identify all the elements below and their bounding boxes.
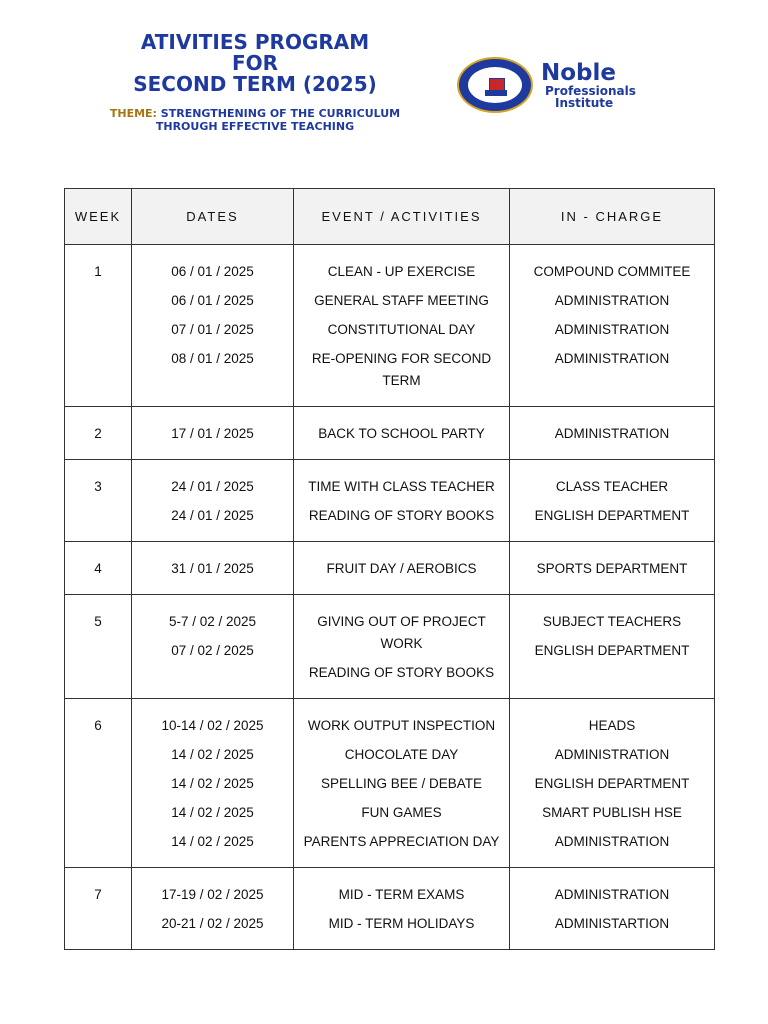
week-number: 4 bbox=[94, 561, 102, 576]
incharge-cell bbox=[510, 245, 715, 407]
incharge-entry: ADMINISTRATION bbox=[554, 426, 670, 441]
date-entry: 06 / 01 / 2025 bbox=[171, 264, 254, 279]
event-cell bbox=[294, 868, 510, 950]
theme-text bbox=[100, 107, 410, 133]
incharge-entry: HEADS bbox=[588, 718, 636, 733]
event-entry: PARENTS APPRECIATION DAY bbox=[303, 834, 500, 849]
date-entry: 08 / 01 / 2025 bbox=[171, 351, 254, 366]
institute-logo bbox=[457, 57, 687, 117]
theme-label: THEME: bbox=[109, 107, 157, 120]
event-entry: MID - TERM EXAMS bbox=[338, 887, 465, 902]
date-cell bbox=[132, 407, 294, 460]
header-events: EVENT / ACTIVITIES bbox=[294, 189, 510, 245]
week-cell bbox=[65, 245, 132, 407]
brand-sub-1: Professionals bbox=[545, 84, 636, 98]
event-entry: CLEAN - UP EXERCISE bbox=[327, 264, 476, 279]
week-number: 1 bbox=[94, 264, 102, 279]
event-entry: FRUIT DAY / AEROBICS bbox=[326, 561, 477, 576]
brand-wordmark bbox=[541, 61, 691, 109]
header-week: WEEK bbox=[65, 189, 132, 245]
incharge-entry: SPORTS DEPARTMENT bbox=[536, 561, 688, 576]
incharge-entry: ENGLISH DEPARTMENT bbox=[534, 643, 690, 658]
event-cell bbox=[294, 245, 510, 407]
date-cell bbox=[132, 699, 294, 868]
table-row bbox=[65, 245, 715, 407]
title-line-2: FOR bbox=[231, 51, 279, 75]
seal-book-icon bbox=[485, 90, 507, 96]
date-entry: 14 / 02 / 2025 bbox=[171, 805, 254, 820]
date-entry: 5-7 / 02 / 2025 bbox=[168, 614, 257, 629]
event-entry: RE-OPENING FOR SECOND TERM bbox=[311, 351, 492, 388]
brand-sub-2: Institute bbox=[555, 96, 614, 110]
event-cell bbox=[294, 407, 510, 460]
week-number: 7 bbox=[94, 887, 102, 902]
week-cell bbox=[65, 460, 132, 542]
event-entry: GENERAL STAFF MEETING bbox=[314, 293, 489, 308]
event-entry: FUN GAMES bbox=[361, 805, 442, 820]
date-entry: 17 / 01 / 2025 bbox=[171, 426, 254, 441]
title-block bbox=[100, 32, 410, 133]
week-number: 5 bbox=[94, 614, 102, 629]
incharge-cell bbox=[510, 699, 715, 868]
event-entry: WORK OUTPUT INSPECTION bbox=[307, 718, 496, 733]
date-cell bbox=[132, 245, 294, 407]
week-cell bbox=[65, 699, 132, 868]
date-entry: 31 / 01 / 2025 bbox=[171, 561, 254, 576]
seal-inner-ring bbox=[466, 65, 524, 105]
table-row bbox=[65, 542, 715, 595]
table-row bbox=[65, 699, 715, 868]
incharge-entry: ADMINISTRATION bbox=[554, 887, 670, 902]
week-number: 2 bbox=[94, 426, 102, 441]
week-cell bbox=[65, 407, 132, 460]
date-entry: 14 / 02 / 2025 bbox=[171, 776, 254, 791]
event-cell bbox=[294, 542, 510, 595]
header-dates: DATES bbox=[132, 189, 294, 245]
week-cell bbox=[65, 595, 132, 699]
event-entry: CHOCOLATE DAY bbox=[344, 747, 459, 762]
event-entry: READING OF STORY BOOKS bbox=[308, 665, 495, 680]
title-line-3: SECOND TERM (2025) bbox=[133, 72, 377, 96]
document-title bbox=[100, 32, 410, 95]
week-cell bbox=[65, 542, 132, 595]
incharge-cell bbox=[510, 407, 715, 460]
activities-table bbox=[64, 188, 715, 950]
date-entry: 14 / 02 / 2025 bbox=[171, 747, 254, 762]
incharge-entry: COMPOUND COMMITEE bbox=[533, 264, 691, 279]
event-entry: TIME WITH CLASS TEACHER bbox=[308, 479, 495, 494]
event-cell bbox=[294, 699, 510, 868]
week-number: 6 bbox=[94, 718, 102, 733]
theme-body: STRENGTHENING OF THE CURRICULUM THROUGH EFFECTIVE TEACHING bbox=[155, 107, 401, 133]
date-entry: 07 / 01 / 2025 bbox=[171, 322, 254, 337]
event-cell bbox=[294, 460, 510, 542]
header-incharge: IN - CHARGE bbox=[510, 189, 715, 245]
table-row bbox=[65, 460, 715, 542]
incharge-cell bbox=[510, 595, 715, 699]
event-entry: CONSTITUTIONAL DAY bbox=[327, 322, 476, 337]
date-cell bbox=[132, 542, 294, 595]
table-body bbox=[65, 245, 715, 950]
date-entry: 24 / 01 / 2025 bbox=[171, 479, 254, 494]
document-header bbox=[0, 0, 768, 175]
week-cell bbox=[65, 868, 132, 950]
incharge-entry: ADMINISTRATION bbox=[554, 293, 670, 308]
incharge-entry: ENGLISH DEPARTMENT bbox=[534, 776, 690, 791]
week-number: 3 bbox=[94, 479, 102, 494]
incharge-cell bbox=[510, 460, 715, 542]
date-entry: 06 / 01 / 2025 bbox=[171, 293, 254, 308]
incharge-entry: SMART PUBLISH HSE bbox=[542, 805, 682, 820]
incharge-entry: CLASS TEACHER bbox=[555, 479, 669, 494]
event-entry: MID - TERM HOLIDAYS bbox=[328, 916, 475, 931]
incharge-entry: ADMINISTRATION bbox=[554, 834, 670, 849]
table-row bbox=[65, 407, 715, 460]
date-entry: 20-21 / 02 / 2025 bbox=[161, 916, 264, 931]
date-cell bbox=[132, 868, 294, 950]
incharge-cell bbox=[510, 542, 715, 595]
event-entry: SPELLING BEE / DEBATE bbox=[320, 776, 483, 791]
incharge-entry: ENGLISH DEPARTMENT bbox=[534, 508, 690, 523]
date-cell bbox=[132, 460, 294, 542]
incharge-entry: ADMINISTRATION bbox=[554, 351, 670, 366]
date-entry: 24 / 01 / 2025 bbox=[171, 508, 254, 523]
incharge-entry: ADMINISTARTION bbox=[554, 916, 670, 931]
event-entry: READING OF STORY BOOKS bbox=[308, 508, 495, 523]
incharge-entry: ADMINISTRATION bbox=[554, 322, 670, 337]
incharge-entry: ADMINISTRATION bbox=[554, 747, 670, 762]
incharge-cell bbox=[510, 868, 715, 950]
event-entry: GIVING OUT OF PROJECT WORK bbox=[317, 614, 486, 651]
table-row bbox=[65, 595, 715, 699]
table-row bbox=[65, 868, 715, 950]
date-entry: 17-19 / 02 / 2025 bbox=[161, 887, 264, 902]
brand-name: Noble bbox=[541, 60, 616, 86]
institute-seal-icon bbox=[457, 57, 533, 113]
date-entry: 14 / 02 / 2025 bbox=[171, 834, 254, 849]
event-entry: BACK TO SCHOOL PARTY bbox=[318, 426, 485, 441]
incharge-entry: SUBJECT TEACHERS bbox=[542, 614, 682, 629]
title-line-1: ATIVITIES PROGRAM bbox=[140, 30, 370, 54]
event-cell bbox=[294, 595, 510, 699]
date-entry: 10-14 / 02 / 2025 bbox=[161, 718, 264, 733]
date-cell bbox=[132, 595, 294, 699]
table-header-row bbox=[65, 189, 715, 245]
date-entry: 07 / 02 / 2025 bbox=[171, 643, 254, 658]
